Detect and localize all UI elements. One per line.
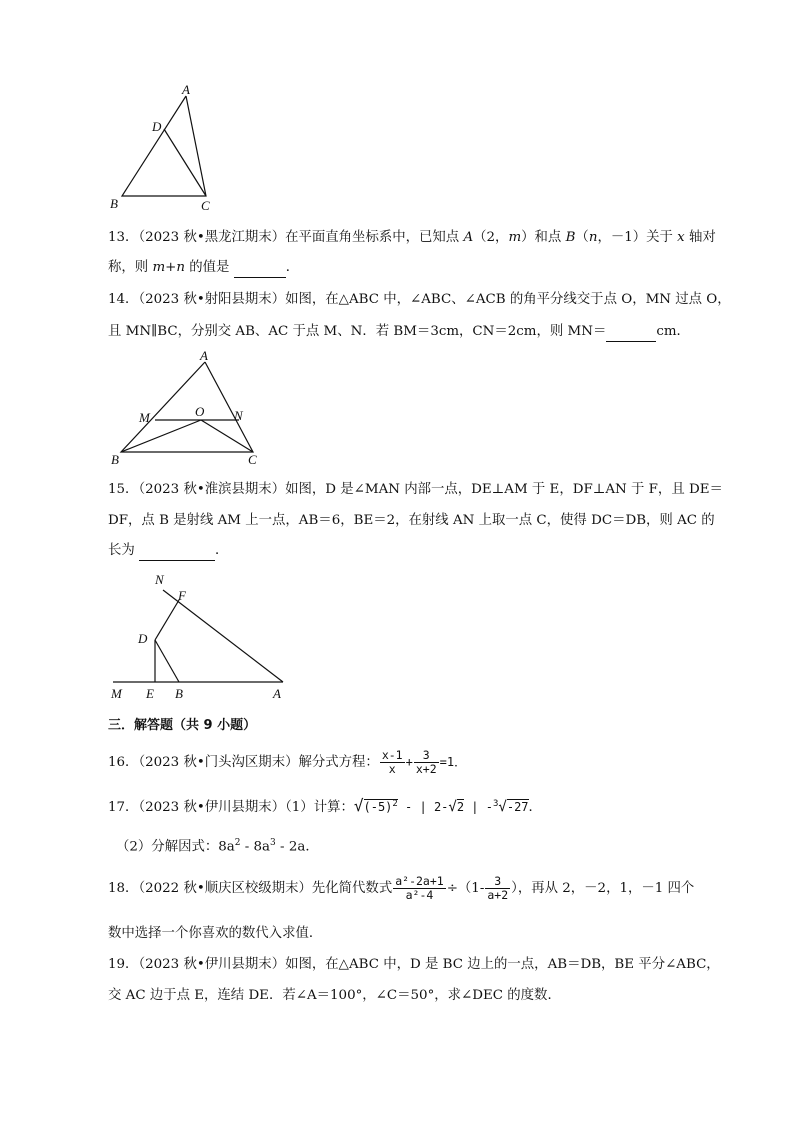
fraction-numerator: 3 (414, 749, 439, 763)
fraction (380, 749, 405, 776)
label-n: N (234, 408, 243, 423)
question-text: （2， (473, 230, 509, 245)
question-text: 18．（2022 秋•顺庆区校级期末）先化简代数式 (108, 881, 393, 896)
label-b: B (110, 196, 118, 211)
fraction-denominator: a²-4 (405, 888, 434, 902)
operator: ÷（1- (446, 881, 485, 896)
question-17-line-2 (116, 833, 319, 857)
ray-an (163, 590, 283, 682)
question-text: ）和点 (521, 230, 566, 245)
question-text: 17．（2023 秋•伊川县期末）（1）计算： (108, 800, 354, 815)
triangle-abc (121, 362, 253, 452)
question-text: ． (215, 543, 229, 558)
question-text: 长为 (108, 543, 135, 558)
segment-df (155, 600, 179, 640)
var-x: x (677, 230, 685, 245)
question-17-line-1: 17．（2023 秋•伊川县期末）（1）计算：$√(-5)^2$ - | 2-√2 | -$^3$√-27． (108, 796, 542, 815)
fraction-denominator: x (388, 762, 396, 776)
question-text: - 2a． (275, 839, 319, 855)
answer-blank[interactable] (606, 341, 656, 342)
label-a: A (273, 686, 281, 701)
question-15-line-2: DF，点 B 是射线 AM 上一点，AB＝6，BE＝2，在射线 AN 上取一点 C，使得 DC＝DB，则 AC 的 (108, 513, 715, 528)
question-14-line-2 (108, 322, 690, 342)
fraction-numerator: a²-2a+1 (395, 874, 444, 888)
label-d: D (138, 631, 148, 646)
label-d: D (152, 119, 162, 134)
question-text: （ (575, 230, 589, 245)
fraction (414, 749, 439, 776)
segment-db (155, 640, 179, 682)
fraction-denominator: a+2 (487, 888, 509, 902)
question-text: ． (528, 800, 542, 815)
question-text: （2）分解因式：8a (116, 839, 235, 855)
question-number: 13． (108, 230, 139, 245)
segment-bo (121, 420, 201, 452)
operator: | - (464, 800, 493, 814)
triangle-abc (122, 96, 206, 196)
question-19-line-2: 交 AC 边于点 E，连结 DE．若∠A＝100°，∠C＝50°，求∠DEC 的度数． (108, 988, 561, 1003)
fraction-numerator: 3 (485, 875, 510, 889)
sqrt-expression: $√(-5)^2$ (353, 796, 398, 815)
label-m: M (111, 686, 122, 701)
question-text: 称，则 (108, 260, 153, 275)
answer-blank[interactable] (139, 560, 215, 561)
exponent: 2 (392, 799, 398, 809)
triangle-figure-q12 (100, 80, 230, 215)
label-f: F (178, 588, 186, 603)
fraction-denominator: x+2 (415, 762, 437, 776)
point-b: B (565, 230, 576, 245)
label-c: C (248, 452, 257, 467)
equation-tail: =1． (439, 755, 467, 769)
question-text: cm． (656, 324, 690, 339)
radicand: 2 (456, 800, 465, 814)
question-13-line-2 (108, 258, 299, 278)
fraction-numerator: x-1 (381, 748, 403, 762)
operator: + (405, 755, 413, 769)
label-c: C (201, 198, 210, 213)
question-source: （2023 秋•黑龙江期末） (138, 230, 286, 245)
question-text: 的值是 (184, 260, 230, 275)
label-a: A (182, 82, 190, 97)
question-text: 且 MN∥BC，分别交 AB、AC 于点 M、N．若 BM＝3cm，CN＝2cm，则 MN＝ (108, 324, 607, 339)
expr-m-plus-n: m+n (152, 260, 185, 275)
answer-blank[interactable] (234, 277, 286, 278)
label-m: M (139, 410, 150, 425)
question-19-line-1: 19．（2023 秋•伊川县期末）如图，在△ABC 中，D 是 BC 边上的一点，AB＝DB，BE 平分∠ABC， (108, 957, 720, 972)
question-16 (108, 748, 466, 777)
fraction (485, 875, 510, 902)
radicand: -27 (506, 800, 529, 814)
point-a: A (463, 230, 474, 245)
label-b: B (111, 452, 119, 467)
radicand: (-5) (363, 800, 393, 814)
root-index: 3 (492, 799, 499, 809)
var-m: m (508, 230, 522, 245)
triangle-figure-q14 (105, 348, 275, 470)
exponent: 2 (234, 838, 241, 848)
angle-figure-q15 (105, 570, 295, 704)
label-a: A (200, 348, 208, 363)
var-n: n (588, 230, 598, 245)
question-text: ，－1）关于 (597, 230, 678, 245)
label-o: O (195, 404, 205, 419)
question-15-line-3 (108, 541, 228, 561)
section-header: 三．解答题（共 9 小题） (108, 718, 257, 733)
question-text: ． (285, 260, 300, 275)
question-text: 在平面直角坐标系中，已知点 (285, 230, 464, 245)
question-text: 16．（2023 秋•门头沟区期末）解分式方程： (108, 755, 379, 770)
fraction (393, 875, 445, 902)
question-15-line-1: 15．（2023 秋•淮滨县期末）如图，D 是∠MAN 内部一点，DE⊥AM 于 E，DF⊥AN 于 F，且 DE＝ (108, 482, 723, 497)
question-18-line-2: 数中选择一个你喜欢的数代入求值． (108, 926, 323, 941)
question-18-line-1 (108, 872, 694, 906)
exponent: 3 (270, 838, 276, 848)
question-text: ），再从 2，－2，1，－1 四个 (511, 881, 695, 896)
cube-root-expression: $^3$√-27 (492, 799, 529, 815)
label-b: B (175, 686, 183, 701)
label-n: N (155, 572, 164, 587)
question-14-line-1: 14．（2023 秋•射阳县期末）如图，在△ABC 中，∠ABC、∠ACB 的角平分线交于点 O，MN 过点 O， (108, 292, 731, 307)
question-text: - 8a (240, 839, 271, 855)
label-e: E (146, 686, 154, 701)
segment-oc (201, 420, 253, 452)
operator: - | 2- (397, 800, 449, 814)
question-13-line-1 (108, 228, 716, 248)
question-text: 轴对 (684, 230, 716, 245)
